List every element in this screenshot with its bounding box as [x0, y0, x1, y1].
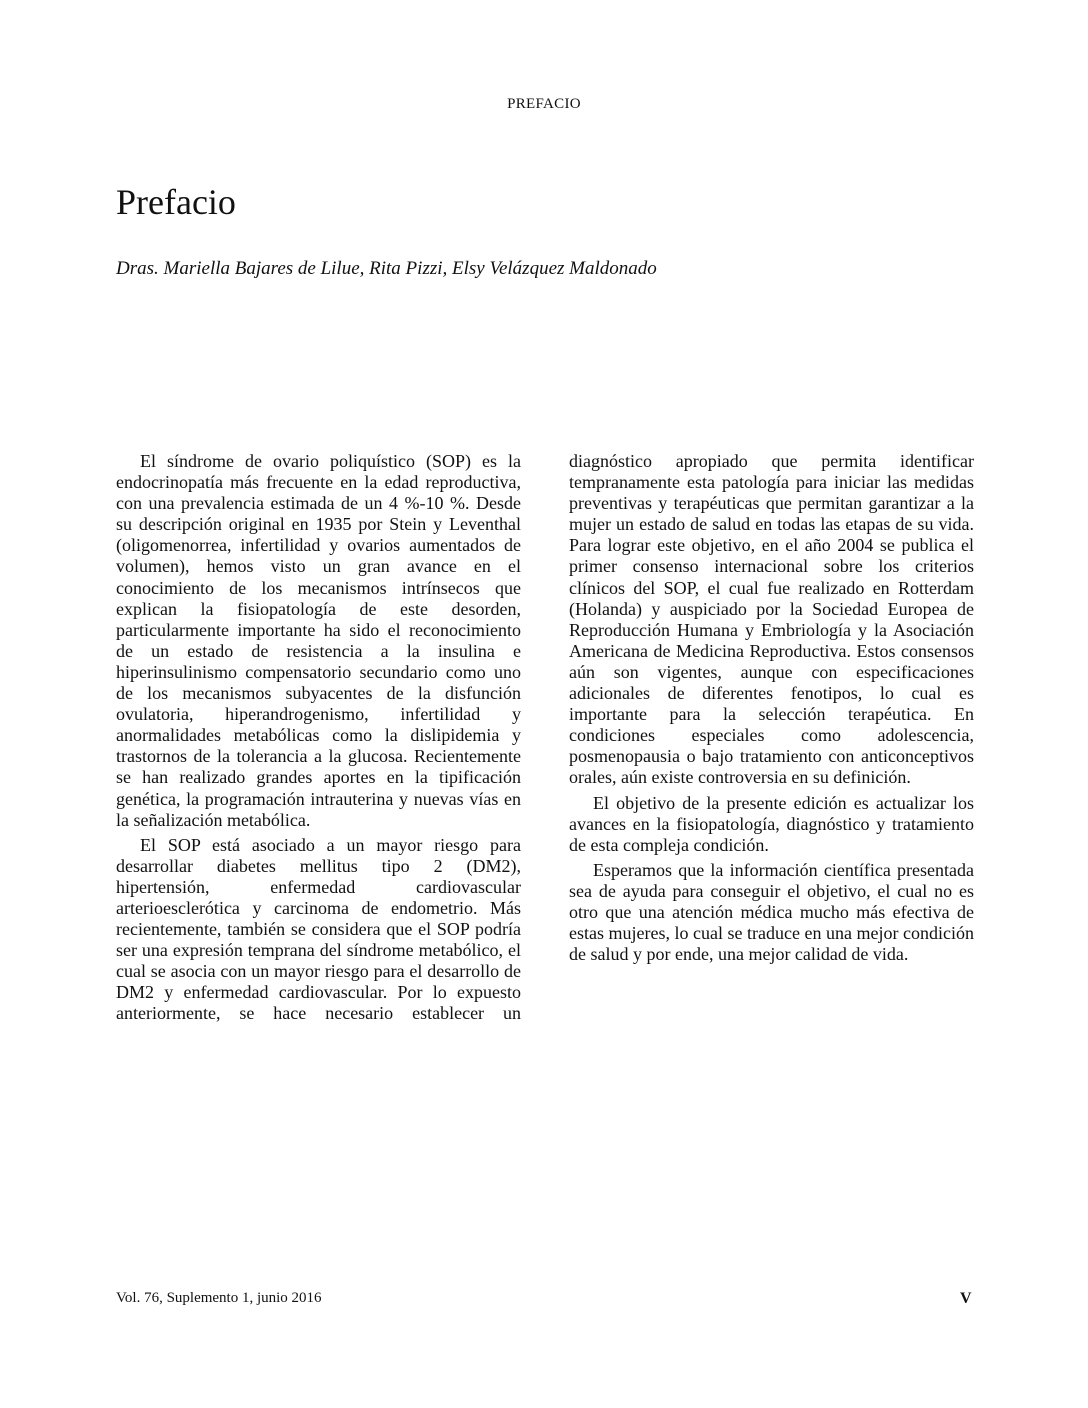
body-columns: [116, 451, 974, 1031]
paragraph-3: El objetivo de la presente edición es actualizar los avances en la fisiopatología, diagnóstico y tratamiento de esta compleja condición.: [569, 792, 974, 855]
running-head: PREFACIO: [507, 96, 581, 112]
paragraph-1: El síndrome de ovario poliquístico (SOP) es la endocrinopatía más frecuente en la edad reproductiva, con una prevalencia estimada de un 4 %-10 %. Desde su descripción original en 1935 por Stein y Leventhal (oligomenorrea, infertilidad y ovarios aumentados de volumen), hemos visto un gran avance en el conocimiento de los mecanismos intrínsecos que explican la fisiopatología de este desorden, particularmente importante ha sido el reconocimiento de un estado de resistencia a la insulina e hiperinsulinismo compensatorio secundario como uno de los mecanismos subyacentes de la disfunción ovulatoria, hiperandrogenismo, infertilidad y anormalidades metabólicas como la dislipidemia y trastornos de la tolerancia a la glucosa. Recientemente se han realizado grandes aportes en la tipificación genética, la programación intrauterina y nuevas vías en la señalización metabólica.: [116, 451, 521, 830]
authors-line: Dras. Mariella Bajares de Lilue, Rita Pizzi, Elsy Velázquez Maldonado: [116, 258, 657, 279]
page-number: V: [960, 1290, 972, 1307]
footer-citation: Vol. 76, Suplemento 1, junio 2016: [116, 1290, 322, 1306]
paragraph-2: El SOP está asociado a un mayor riesgo para desarrollar diabetes mellitus tipo 2 (DM2), hipertensión, enfermedad cardiovascular arterioesclerótica y carcinoma de endometrio. Más recientemente, también se considera que el SOP podría ser una expresión temprana del síndrome metabólico, el cual se asocia con un mayor riesgo para el desarrollo de DM2 y enfermedad cardiovascular. Por lo expuesto anteriormente, se hace necesario establecer un diagnóstico apropiado que permita identificar tempranamente esta patología para iniciar las medidas preventivas y terapéuticas que permitan garantizar a la mujer un estado de salud en todas las etapas de su vida. Para lograr este objetivo, en el año 2004 se publica el primer consenso internacional sobre los criterios clínicos del SOP, el cual fue realizado en Rotterdam (Holanda) y auspiciado por la Sociedad Europea de Reproducción Humana y Embriología y la Asociación Americana de Medicina Reproductiva. Estos consensos aún son vigentes, aunque con especificaciones adicionales de diferentes fenotipos, lo cual es importante para la selección terapéutica. En condiciones especiales como adolescencia, posmenopausia o bajo tratamiento con anticonceptivos orales, aún existe controversia en su definición.: [116, 451, 974, 1024]
page-title: Prefacio: [116, 182, 236, 222]
paragraph-4: Esperamos que la información científica presentada sea de ayuda para conseguir el objetivo, el cual no es otro que una atención médica mucho más efectiva de estas mujeres, lo cual se traduce en una mejor condición de salud y por ende, una mejor calidad de vida.: [569, 859, 974, 965]
